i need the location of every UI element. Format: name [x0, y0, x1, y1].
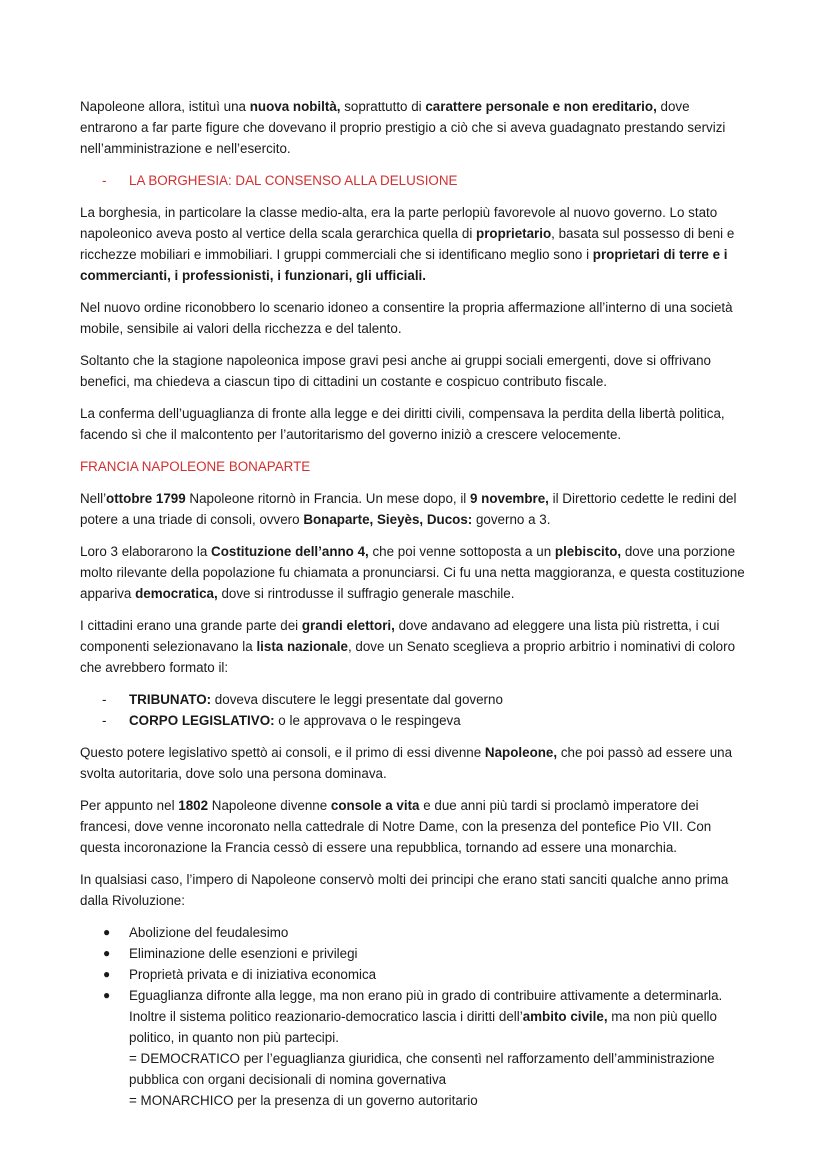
- bold-text: TRIBUNATO:: [129, 692, 212, 707]
- bold-text: Costituzione dell’anno 4,: [211, 544, 369, 559]
- text: , basata sul possesso di beni e ricchezze mobiliari e immobiliari. I gruppi commerciali che si identificano meglio sono i: [80, 226, 739, 262]
- bold-text: democratica,: [135, 586, 218, 601]
- paragraph-conferma-uguaglianza: La conferma dell’uguaglianza di fronte alla legge e dei diritti civili, compensava la perdita della libertà politica, facendo sì che il malcontento per l’autoritarismo del governo iniziò a crescere velocemente.: [80, 406, 725, 442]
- text: Questo potere legislativo spettò ai consoli, e il primo di essi divenne: [80, 745, 485, 760]
- text: Napoleone divenne: [208, 798, 331, 813]
- item-text: Abolizione del feudalesimo: [129, 925, 289, 940]
- section-heading-borghesia: [80, 170, 748, 191]
- text: I cittadini erano una grande parte dei: [80, 618, 302, 633]
- list-item: [80, 689, 748, 710]
- text: Nell’: [80, 491, 107, 506]
- list-item: [80, 943, 748, 964]
- text: dove andavano ad eleggere una lista più ristretta, i cui componenti selezionavano la: [80, 618, 724, 654]
- dash-list: [80, 689, 748, 731]
- dash-marker: -: [102, 173, 107, 188]
- paragraph-stagione-napoleonica: Soltanto che la stagione napoleonica impose gravi pesi anche ai gruppi sociali emergenti, dove si offrivano benefici, ma chiedeva a ciascun tipo di cittadini un costante e cospicuo contributo fiscale.: [80, 353, 711, 389]
- bold-text: plebiscito,: [554, 544, 622, 559]
- text: governo a 3.: [472, 512, 551, 527]
- text: La borghesia, in particolare la classe medio-alta, era la parte perlopiù favorevole al nuovo governo. Lo stato napoleonico aveva posto al vertice della scala gerarchica quella di: [80, 205, 721, 241]
- monarchico-line: = MONARCHICO per la presenza di un governo autoritario: [129, 1093, 478, 1108]
- bullet-icon: ●: [103, 967, 111, 981]
- bold-text: carattere personale e non ereditario,: [425, 99, 657, 114]
- list-item: [80, 710, 748, 731]
- bold-text: 9 novembre,: [470, 491, 549, 506]
- section-heading-francia: FRANCIA NAPOLEONE BONAPARTE: [80, 459, 311, 474]
- bold-text: 1802: [178, 798, 209, 813]
- bold-text: CORPO LEGISLATIVO:: [129, 713, 275, 728]
- paragraph-cittadini: [80, 615, 748, 678]
- bold-text: console a vita: [330, 798, 420, 813]
- bold-text: Napoleone,: [484, 745, 558, 760]
- text: che poi passò ad essere una svolta autoritaria, dove solo una persona dominava.: [80, 745, 736, 781]
- paragraph-1802: [80, 795, 748, 858]
- text: doveva discutere le leggi presentate dal governo: [211, 692, 503, 707]
- paragraph-impero: In qualsiasi caso, l’impero di Napoleone conservò molti dei principi che erano stati sanciti qualche anno prima dalla Rivoluzione:: [80, 872, 729, 908]
- paragraph-nuova-nobilta: [80, 96, 748, 159]
- text: dove una porzione molto rilevante della popolazione fu chiamata a pronunciarsi. Ci fu una netta maggioranza, e questa costituzione appariva: [80, 544, 749, 601]
- text: il Direttorio cedette le redini del potere a una triade di consoli, ovvero: [80, 491, 741, 527]
- bold-text: grandi elettori,: [301, 618, 395, 633]
- text: dove si rintrodusse il suffragio generale maschile.: [217, 586, 515, 601]
- item-text: Eguaglianza difronte alla legge, ma non erano più in grado di contribuire attivamente a determinarla. Inoltre il sistema politico reazionario-democratico lascia i diritti dell’: [129, 988, 727, 1024]
- bullet-icon: ●: [103, 946, 111, 960]
- list-item: [80, 922, 748, 943]
- text: che poi venne sottoposta a un: [368, 544, 555, 559]
- bullet-icon: ●: [103, 925, 111, 939]
- paragraph-nuovo-ordine: Nel nuovo ordine riconobbero lo scenario idoneo a consentire la propria affermazione all’interno di una società mobile, sensibile ai valori della ricchezza e del talento.: [80, 300, 733, 336]
- paragraph-potere-legislativo: [80, 742, 748, 784]
- text: soprattutto di: [340, 99, 426, 114]
- text: e due anni più tardi si proclamò imperatore dei francesi, dove venne incoronato nella cattedrale di Notre Dame, con la presenza del pontefice Pio VII. Con questa incoronazione la Francia cessò di essere una repubblica, tornando ad essere una monarchia.: [80, 798, 715, 855]
- bold-text: proprietari di terre e i commercianti, i professionisti, i funzionari, gli ufficiali.: [80, 247, 728, 283]
- text: Napoleone allora, istituì una: [80, 99, 250, 114]
- list-item: [80, 964, 748, 985]
- item-text: Proprietà privata e di iniziativa economica: [129, 967, 377, 982]
- bold-text: ambito civile,: [522, 1009, 608, 1024]
- bold-text: ottobre 1799: [106, 491, 186, 506]
- dash-marker: -: [102, 713, 107, 728]
- paragraph-costituzione: [80, 541, 748, 604]
- text: Loro 3 elaborarono la: [80, 544, 212, 559]
- bullet-list: [80, 922, 748, 1111]
- item-text: Eliminazione delle esenzioni e privilegi: [129, 946, 358, 961]
- item-text: ma non più quello politico, in quanto non più partecipi.: [129, 1009, 721, 1045]
- paragraph-ottobre-1799: [80, 488, 748, 530]
- text: o le approvava o le respingeva: [274, 713, 461, 728]
- democratico-line: = DEMOCRATICO per l’eguaglianza giuridica, che consentì nel rafforzamento dell’amministrazione pubblica con organi decisionali di nomina governativa: [129, 1051, 715, 1087]
- list-item: [80, 985, 748, 1111]
- bold-text: Bonaparte, Sieyès, Ducos:: [303, 512, 473, 527]
- bold-text: lista nazionale: [256, 639, 348, 654]
- bold-text: nuova nobiltà,: [249, 99, 341, 114]
- text: dove entrarono a far parte figure che dovevano il proprio prestigio a ciò che si aveva guadagnato prestando servizi nell’amministrazione e nell’esercito.: [80, 99, 730, 156]
- bold-text: proprietario: [476, 226, 552, 241]
- bullet-icon: ●: [103, 988, 111, 1002]
- text: Per appunto nel: [80, 798, 179, 813]
- text: Napoleone ritornò in Francia. Un mese dopo, il: [185, 491, 471, 506]
- dash-marker: -: [102, 692, 107, 707]
- text: , dove un Senato sceglieva a proprio arbitrio i nominativi di coloro che avrebbero formato il:: [80, 639, 739, 675]
- heading-text: LA BORGHESIA: DAL CONSENSO ALLA DELUSIONE: [129, 173, 458, 188]
- paragraph-borghesia: [80, 202, 748, 286]
